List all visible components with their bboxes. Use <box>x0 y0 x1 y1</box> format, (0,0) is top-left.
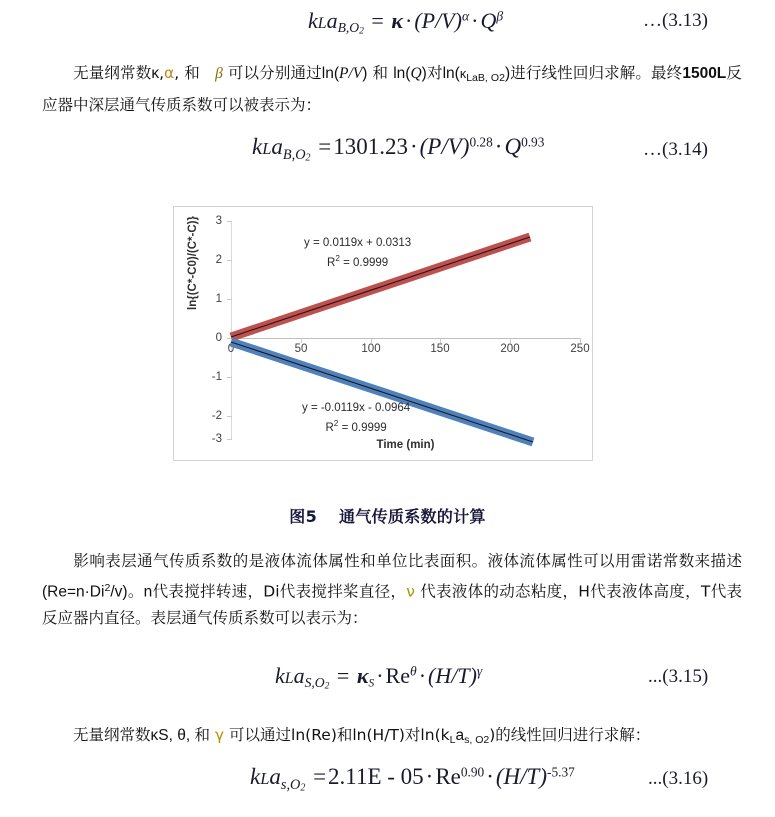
p1-ln1-close: ) <box>362 65 368 82</box>
y-tick-label-neg3: -3 <box>211 433 222 445</box>
paragraph-three <box>42 722 742 754</box>
x-tick-label-0: 0 <box>227 343 235 355</box>
x-tick-label-100: 100 <box>361 343 381 355</box>
p3-text-d: a <box>455 727 465 744</box>
p2-text-c: 代表液体的动态粘度，H代表液体高度，T代表反应器内直径。表层通气传质系数可以表示为： <box>42 582 743 628</box>
p2-text-a: 影响表层通气传质系数的是液体流体属性和单位比表面积。液体流体属性可以用雷诺常数来描述 <box>73 552 742 570</box>
annotation-downward-equation: y = -0.0119x - 0.0964 <box>302 402 411 414</box>
p3-text-e: )的线性回归进行求解： <box>489 726 651 744</box>
annotation-upward-r2: $R^2 = 0.9999$ <box>327 254 389 269</box>
paragraph-two <box>42 548 742 632</box>
p1-ln3-close: ) <box>504 65 511 82</box>
p3-text-b: , θ, 和 <box>168 727 210 744</box>
eq-3-14-exp-q: 0.93 <box>521 134 545 150</box>
equation-3-14-body: $kLa_{B,O2} =1301.23\cdot(P/V)^{0.28}\cdot Q^{0.93}$ <box>252 134 545 164</box>
p1-klab: κ <box>459 66 467 81</box>
p1-tail: 进行线性回归求解。最终 <box>510 64 683 82</box>
annotation-upward <box>304 236 411 271</box>
equation-3-13-body: $kLa_{B,O2} = \kappa\cdot(P/V)^\alpha\cdot Q^\beta$ <box>308 7 504 37</box>
x-tick-label-150: 150 <box>430 343 450 355</box>
annotation-downward <box>302 401 410 436</box>
p2-re-sup: 2 <box>104 582 111 594</box>
equation-3-15-body: $kLa_{S,O2} = \kappa S\cdot Re^\theta\cdot(H/T)^\gamma$ <box>275 662 483 692</box>
p1-q: Q <box>410 65 422 82</box>
p1-ln2: ln( <box>393 65 411 82</box>
p1-ln1: ln( <box>321 65 339 82</box>
p2-nu: ν <box>406 582 415 601</box>
p1-alpha: α <box>164 64 175 82</box>
equation-3-16-number: ...(3.16) <box>648 768 709 789</box>
y-tick-label-1: 1 <box>215 293 222 305</box>
paragraph-one <box>42 60 742 119</box>
y-tick-label-neg1: -1 <box>211 371 222 383</box>
eq-3-16-coefficient: 2.11E - 05 <box>328 764 424 790</box>
annotation-downward-r2: $R^2 = 0.9999$ <box>325 419 387 434</box>
p1-klab-sub: LaB, O2 <box>466 71 505 84</box>
figure-5-chart <box>173 206 593 461</box>
figure-caption <box>0 504 775 527</box>
equation-3-16-body: $kLa_{s,O2} =2.11E - 05\cdot Re^{0.90}\cdot(H/T)^{-5.37}$ <box>250 764 575 794</box>
equation-3-13-number: …(3.13) <box>643 10 708 31</box>
y-tick-label-2: 2 <box>215 254 222 266</box>
p1-comma1: , <box>159 64 165 82</box>
p3-text-a: 无量纲常数 <box>73 726 151 744</box>
figure-caption-text: 通气传质系数的计算 <box>339 507 486 526</box>
equation-3-14-number: …(3.14) <box>643 139 708 160</box>
x-tick-label-200: 200 <box>500 343 520 355</box>
p1-ln3: ln( <box>442 65 460 82</box>
p2-re-open: (Re=n·Di <box>42 583 105 601</box>
p3-kappa-s: κS <box>150 727 169 744</box>
y-axis-title: ln{(C*-C0)/(C*-C)} <box>187 216 199 310</box>
p1-kappa: κ <box>151 65 160 82</box>
p1-comma2: , 和 <box>174 64 200 82</box>
x-tick-label-50: 50 <box>294 343 308 355</box>
p1-text-a: 无量纲常数 <box>73 64 152 82</box>
eq-3-14-coefficient: 1301.23 <box>333 134 408 160</box>
p1-beta: β <box>215 65 223 82</box>
equation-3-15-number: ...(3.15) <box>648 666 709 687</box>
y-tick-label-neg2: -2 <box>211 410 222 422</box>
x-tick-label-250: 250 <box>570 343 590 355</box>
p1-dui: 对 <box>426 64 443 82</box>
eq-3-16-exp-ht: -5.37 <box>547 764 575 780</box>
p1-mid1: 可以分别通过 <box>227 64 322 82</box>
p1-volume: 1500L <box>682 65 727 82</box>
p1-and: 和 <box>372 64 389 82</box>
eq-3-14-exp-pv: 0.28 <box>469 134 493 150</box>
p3-as-sub: s, O2 <box>464 733 490 746</box>
p1-pv: P/V <box>338 65 363 82</box>
y-tick-label-3: 3 <box>215 215 222 227</box>
p2-text-b: 代表搅拌转速，Di代表搅拌桨直径， <box>152 582 407 601</box>
p3-kl-sub: L <box>449 733 456 746</box>
eq-3-16-exp-re: 0.90 <box>460 764 485 780</box>
p3-gamma: γ <box>214 726 225 744</box>
p1-ln2-close: ) <box>421 65 427 82</box>
p2-re-close: /v)。n <box>110 583 153 601</box>
chart-inner <box>174 207 592 460</box>
p1-tail2: 反应器中深层通气传质系数可以被表示为： <box>42 64 742 114</box>
figure-caption-label: 图5 <box>289 507 318 526</box>
p3-text-c: 可以通过ln(Re)和ln(H/T)对ln(k <box>229 726 450 744</box>
y-tick-label-0: 0 <box>215 332 222 344</box>
x-axis-title: Time (min) <box>376 439 435 451</box>
annotation-upward-equation: y = 0.0119x + 0.0313 <box>304 237 412 249</box>
